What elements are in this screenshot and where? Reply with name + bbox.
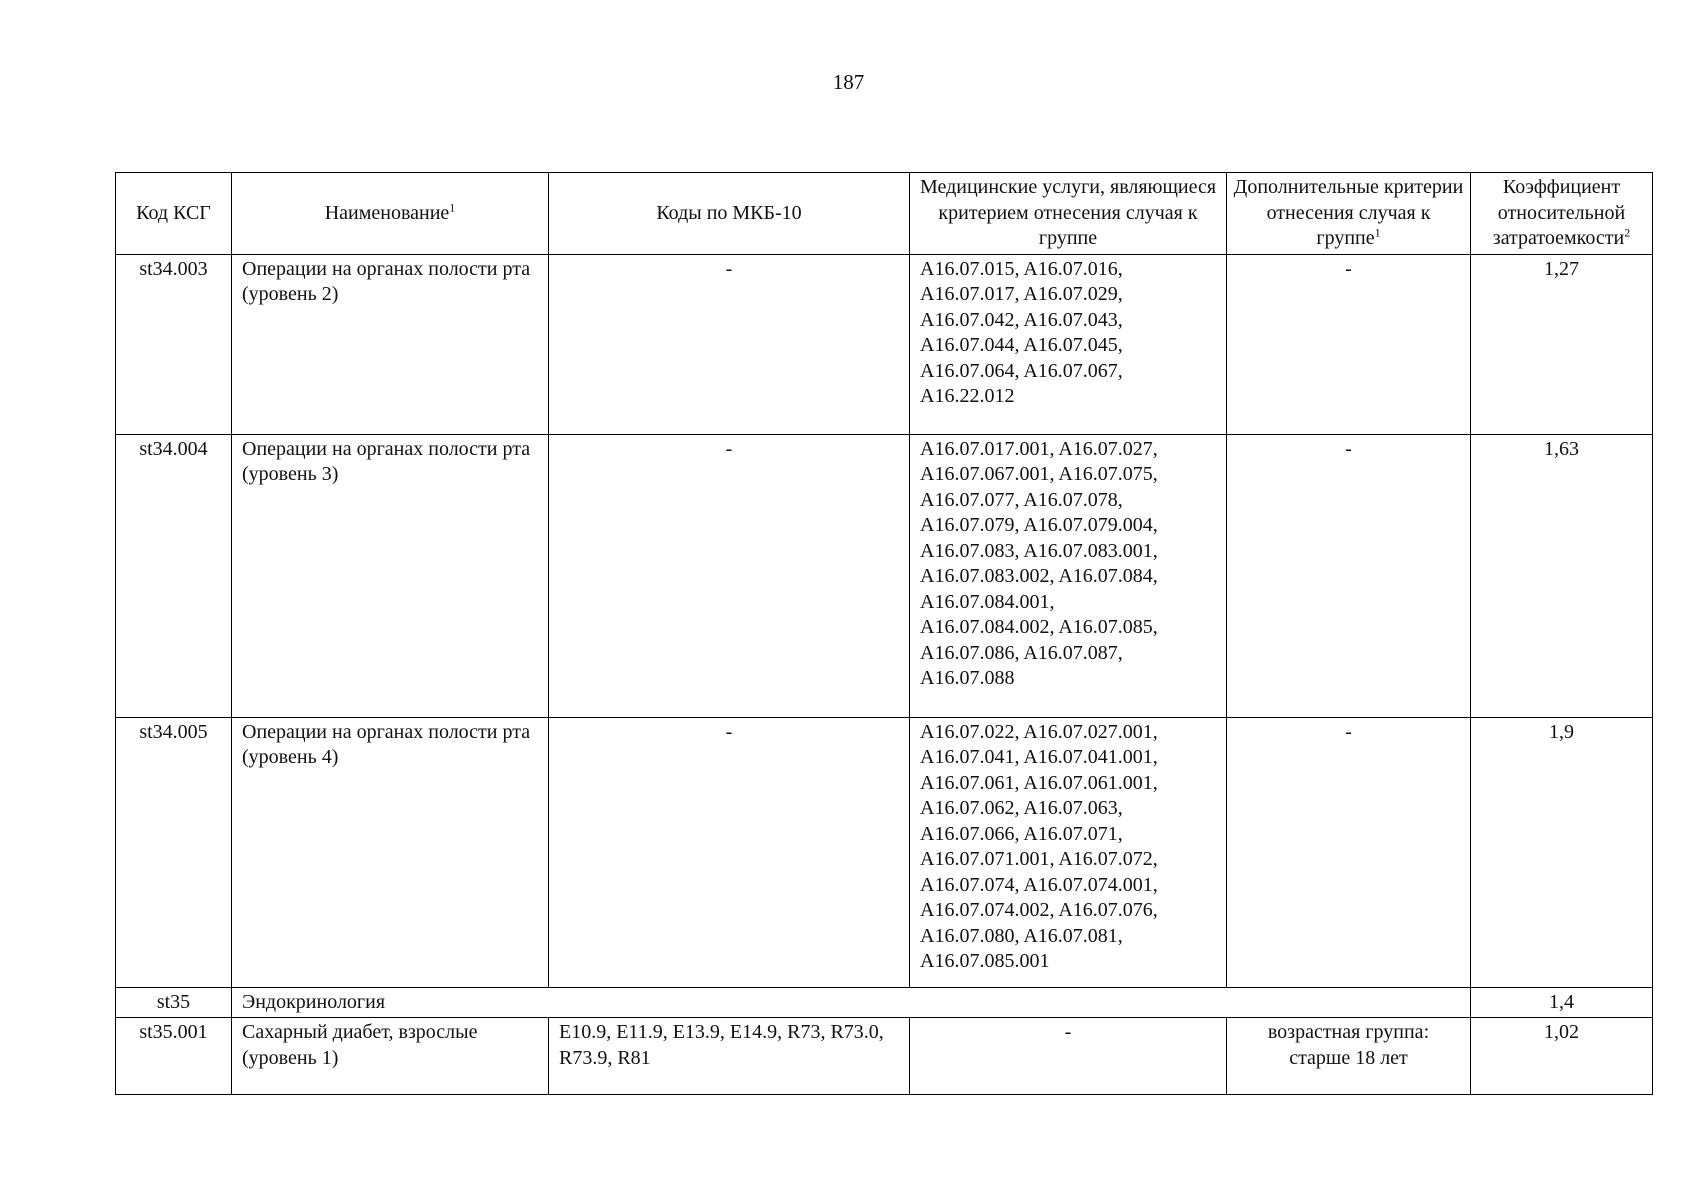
row-extra: - [1227, 434, 1471, 717]
row-name: Операции на органах полости рта (уровень 4) [232, 717, 549, 987]
row-services: A16.07.015, A16.07.016, A16.07.017, A16.07.029, A16.07.042, A16.07.043, A16.07.044, A16.07.045, A16.07.064, A16.07.067, A16.22.012 [910, 254, 1227, 434]
footnote-mark: 2 [1624, 225, 1631, 240]
header-code: Код КСГ [116, 173, 232, 255]
row-mkb: - [549, 254, 910, 434]
section-row [116, 987, 1653, 1018]
footnote-mark: 1 [1374, 225, 1381, 240]
row-services: - [910, 1018, 1227, 1095]
section-code: st35 [116, 987, 232, 1018]
row-code: st34.003 [116, 254, 232, 434]
footnote-mark: 1 [449, 199, 456, 214]
row-extra: возрастная группа: старше 18 лет [1227, 1018, 1471, 1095]
page-number: 187 [832, 70, 865, 94]
row-mkb: - [549, 434, 910, 717]
row-coef: 1,63 [1471, 434, 1653, 717]
row-coef: 1,02 [1471, 1018, 1653, 1095]
row-mkb: - [549, 717, 910, 987]
row-code: st35.001 [116, 1018, 232, 1095]
table-row [116, 254, 1653, 434]
row-name: Операции на органах полости рта (уровень 2) [232, 254, 549, 434]
row-extra: - [1227, 717, 1471, 987]
header-extra: Дополнительные критерии отнесения случая к группе$^1$ [1227, 173, 1471, 255]
table-header-row [116, 173, 1653, 255]
row-code: st34.005 [116, 717, 232, 987]
table-row [116, 434, 1653, 717]
row-coef: 1,9 [1471, 717, 1653, 987]
ksg-table [115, 172, 1653, 1095]
row-services: A16.07.017.001, A16.07.027, A16.07.067.001, A16.07.075, A16.07.077, A16.07.078, A16.07.079, A16.07.079.004, A16.07.083, A16.07.083.001, A16.07.083.002, A16.07.084, A16.07.084.001, A16.07.084.002, A16.07.085, A16.07.086, A16.07.087, A16.07.088 [910, 434, 1227, 717]
row-mkb: E10.9, E11.9, E13.9, E14.9, R73, R73.0, R73.9, R81 [549, 1018, 910, 1095]
section-name: Эндокринология [232, 987, 1471, 1018]
header-name: Наименование$^1$ [232, 173, 549, 255]
table-row [116, 717, 1653, 987]
row-coef: 1,27 [1471, 254, 1653, 434]
row-extra: - [1227, 254, 1471, 434]
header-services: Медицинские услуги, являющиеся критерием отнесения случая к группе [910, 173, 1227, 255]
header-coef: Коэффициент относительной затратоемкости$^2$ [1471, 173, 1653, 255]
row-services: A16.07.022, A16.07.027.001, A16.07.041, A16.07.041.001, A16.07.061, A16.07.061.001, A16.07.062, A16.07.063, A16.07.066, A16.07.071, A16.07.071.001, A16.07.072, A16.07.074, A16.07.074.001, A16.07.074.002, A16.07.076, A16.07.080, A16.07.081, A16.07.085.001 [910, 717, 1227, 987]
section-coef: 1,4 [1471, 987, 1653, 1018]
row-name: Сахарный диабет, взрослые (уровень 1) [232, 1018, 549, 1095]
row-name: Операции на органах полости рта (уровень 3) [232, 434, 549, 717]
row-code: st34.004 [116, 434, 232, 717]
table-row [116, 1018, 1653, 1095]
header-mkb: Коды по МКБ-10 [549, 173, 910, 255]
